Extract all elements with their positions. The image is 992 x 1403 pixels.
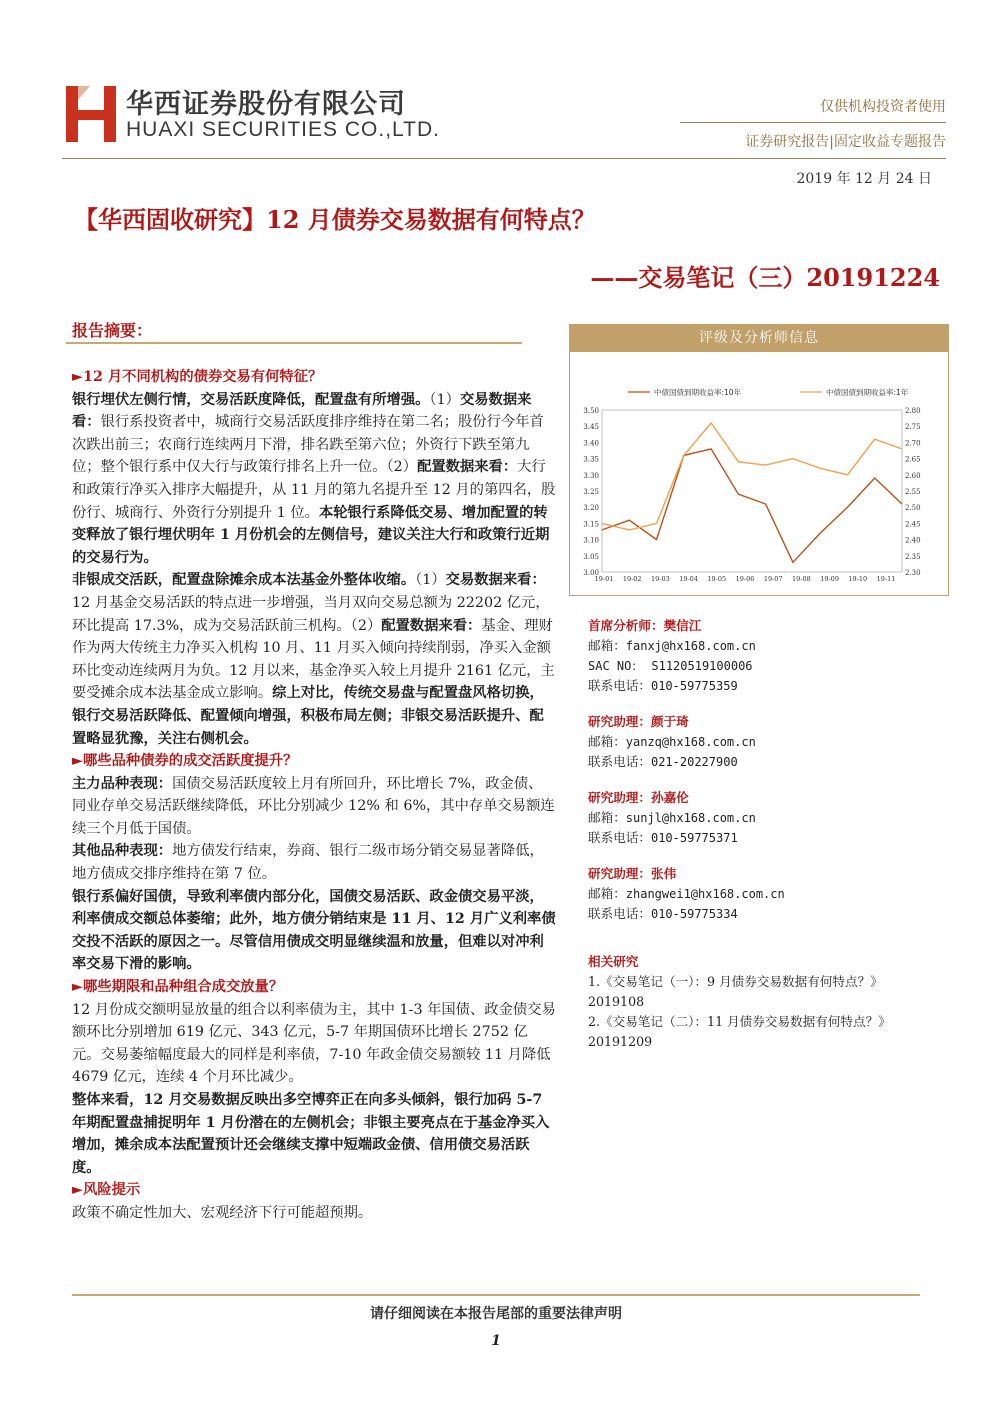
plot-frame — [602, 410, 902, 572]
x-tick-label: 19-03 — [651, 575, 670, 583]
y-left-tick-label: 3.15 — [583, 520, 599, 529]
x-tick-label: 19-02 — [622, 575, 642, 583]
analyst-email[interactable]: fanxj@hx168.com.cn — [625, 639, 756, 653]
y-left-tick-label: 3.35 — [583, 455, 599, 464]
section-heading: ►哪些期限和品种组合成交放量？ — [72, 979, 284, 996]
series-line — [602, 423, 902, 530]
paragraph: 其他品种表现：地方债发行结束，券商、银行二级市场分销交易显著降低，地方债成交排序维持在第 7 位。 — [72, 843, 544, 883]
section-heading: ►12 月不同机构的债券交易有何特征？ — [72, 369, 323, 385]
y-right-tick-label: 2.45 — [905, 520, 921, 529]
company-name-cn: 华西证券股份有限公司 — [126, 89, 406, 120]
page-number: 1 — [491, 1333, 501, 1349]
y-left-tick-label: 3.50 — [583, 407, 599, 415]
analyst-role: 首席分析师：樊信江 — [588, 618, 702, 633]
paragraph: 银行系偏好国债，导致利率债内部分化，国债交易活跃、政金债交易平淡，利率债成交额总体萎缩；此外，地方债分销结束是 11 月、12 月广义利率债交投不活跃的原因之一。尽管信用债成交明显继续温和放量，但难以对冲利率交易下滑的影响。 — [72, 888, 556, 973]
related-heading: 相关研究 — [588, 954, 639, 969]
legend-label: 中债国债到期收益率:10年 — [654, 388, 742, 397]
x-tick-label: 19-09 — [820, 575, 839, 583]
abstract-body — [72, 366, 556, 1225]
analyst-phone-row: 联系电话：010-59775359 — [588, 678, 738, 693]
y-left-tick-label: 3.40 — [583, 439, 599, 448]
related-item[interactable]: 2.《交易笔记（二）：11 月债券交易数据有何特点？》20191209 — [588, 1014, 891, 1049]
analyst-email[interactable]: yanzq@hx168.com.cn — [625, 735, 756, 749]
y-right-tick-label: 2.30 — [905, 569, 921, 577]
y-left-tick-label: 3.10 — [583, 536, 599, 545]
section-heading: ►风险提示 — [72, 1182, 141, 1199]
report-date: 2019 年 12 月 24 日 — [796, 171, 932, 187]
y-left-tick-label: 3.05 — [583, 552, 599, 561]
company-name-en: HUAXI SECURITIES CO.,LTD. — [126, 118, 440, 141]
report-subtitle: ——交易笔记（三）20191224 — [590, 263, 940, 292]
footer-rule — [72, 1294, 920, 1296]
audience-note: 仅供机构投资者使用 — [820, 99, 946, 115]
paragraph: 12 月份成交额明显放量的组合以利率债为主，其中 1-3 年国债、政金债交易额环比分别增加 619 亿元、343 亿元，5-7 年期国债环比增长 2752 亿元。交易萎缩幅度最大的同样是利率债，7-10 年政金债交易额较 11 月降低 4679 亿元，连续 4 个月环比减少。 — [72, 1001, 556, 1086]
abstract-rule — [66, 342, 522, 344]
analyst-role: 研究助理：孙嘉伦 — [588, 790, 689, 805]
y-left-tick-label: 3.45 — [583, 423, 599, 432]
abstract-heading: 报告摘要： — [72, 321, 153, 340]
analyst-role: 研究助理：颜于琦 — [588, 714, 689, 729]
y-left-tick-label: 3.30 — [583, 471, 599, 480]
x-tick-label: 19-06 — [735, 575, 755, 583]
analyst-email-row: 邮箱：yanzq@hx168.com.cn — [588, 734, 756, 749]
y-right-tick-label: 2.75 — [905, 423, 921, 432]
x-tick-label: 19-11 — [876, 575, 896, 583]
company-logo-icon — [66, 86, 116, 142]
analyst-phone-row: 联系电话：010-59775371 — [588, 830, 738, 845]
paragraph: 主力品种表现：国债交易活跃度较上月有所回升，环比增长 7%，政金债、同业存单交易活跃继续降低，环比分别减少 12% 和 6%，其中存单交易额连续三个月低于国债。 — [72, 775, 555, 837]
paragraph: 整体来看，12 月交易数据反映出多空博弈正在向多头倾斜，银行加码 5-7 年期配置盘捕捉明年 1 月份潜在的左侧机会；非银主要亮点在于基金净买入增加，摊余成本法配置预计还会继续支撑中短端政金债、信用债交易活跃度。 — [72, 1092, 550, 1176]
analyst-email-row: 邮箱：fanxj@hx168.com.cn — [588, 638, 756, 653]
legend-label: 中债国债到期收益率:1年 — [826, 388, 909, 397]
y-right-tick-label: 2.60 — [905, 471, 921, 480]
analyst-list — [588, 616, 948, 924]
header-divider — [680, 122, 946, 123]
y-right-tick-label: 2.80 — [905, 407, 921, 415]
analyst-email[interactable]: zhangwei1@hx168.com.cn — [625, 887, 785, 901]
x-tick-label: 19-05 — [707, 575, 727, 583]
report-type: 证券研究报告|固定收益专题报告 — [745, 134, 946, 150]
related-research — [588, 952, 908, 1052]
x-tick-label: 19-08 — [792, 575, 811, 583]
analyst-email-row: 邮箱：zhangwei1@hx168.com.cn — [588, 886, 785, 901]
y-right-tick-label: 2.55 — [905, 488, 921, 496]
analyst-email[interactable]: sunjl@hx168.com.cn — [625, 811, 756, 825]
yield-chart — [572, 380, 946, 594]
x-tick-label: 19-07 — [763, 575, 783, 583]
analyst-phone-row: 联系电话：021-20227900 — [588, 754, 738, 769]
analyst-phone-row: 联系电话：010-59775334 — [588, 906, 738, 921]
x-tick-label: 19-01 — [594, 575, 614, 583]
x-tick-label: 19-10 — [848, 575, 868, 583]
rating-panel-heading: 评级及分析师信息 — [569, 324, 949, 352]
x-tick-label: 19-04 — [679, 575, 698, 583]
paragraph: 政策不确定性加大、宏观经济下行可能超预期。 — [72, 1204, 373, 1221]
header-rule — [62, 158, 946, 159]
y-right-tick-label: 2.65 — [905, 455, 921, 464]
section-heading: ►哪些品种债券的成交活跃度提升？ — [72, 753, 298, 770]
legal-disclaimer: 请仔细阅读在本报告尾部的重要法律声明 — [370, 1306, 622, 1322]
y-left-tick-label: 3.00 — [583, 569, 599, 577]
analyst-sac-row: SAC NO： S1120519100006 — [588, 659, 753, 673]
series-line — [602, 449, 902, 562]
y-right-tick-label: 2.70 — [905, 439, 921, 448]
paragraph: 银行埋伏左侧行情，交易活跃度降低，配置盘有所增强。（1）交易数据来看：银行系投资者中，城商行交易活跃度排序维持在第二名；股份行今年首次跌出前三；农商行连续两月下滑，排名跌至第六位；外资行下跌至第九位；整个银行系中仅大行与政策行排名上升一位。（2）配置数据来看：大行和政策行净买入排序大幅提升，从 11 月的第九名提升至 12 月的第四名，股份行、城商行、外资行分别提升 1 位。本轮银行系降低交易、增加配置的转变释放了银行埋伏明年 1 月份机会的左侧信号，建议关注大行和政策行近期的交易行为。 — [72, 391, 556, 566]
y-left-tick-label: 3.20 — [583, 504, 599, 513]
y-right-tick-label: 2.50 — [905, 504, 921, 513]
y-right-tick-label: 2.40 — [905, 536, 921, 545]
paragraph: 非银成交活跃，配置盘除摊余成本法基金外整体收缩。（1）交易数据来看：12 月基金交易活跃的特点进一步增强，当月双向交易总额为 22202 亿元，环比提高 17.3%，成为交易活跃前三机构。（2）配置数据来看：基金、理财作为两大传统主力净买入机构 10 月、11 月买入倾向持续削弱，净买入金额环比变动连续两月为负。12 月以来，基金净买入较上月提升 2161 亿元，主要受摊余成本法基金成立影响。综上对比，传统交易盘与配置盘风格切换，银行交易活跃降低、配置倾向增强，积极布局左侧；非银交易活跃提升、配置略显犹豫，关注右侧机会。 — [72, 572, 555, 747]
report-title: 【华西固收研究】12 月债券交易数据有何特点？ — [74, 205, 596, 234]
y-right-tick-label: 2.35 — [905, 552, 921, 561]
y-left-tick-label: 3.25 — [583, 488, 599, 496]
analyst-email-row: 邮箱：sunjl@hx168.com.cn — [588, 810, 756, 825]
related-item[interactable]: 1.《交易笔记（一）：9 月债券交易数据有何特点？》2019108 — [588, 974, 883, 1009]
analyst-role: 研究助理：张伟 — [588, 866, 677, 881]
